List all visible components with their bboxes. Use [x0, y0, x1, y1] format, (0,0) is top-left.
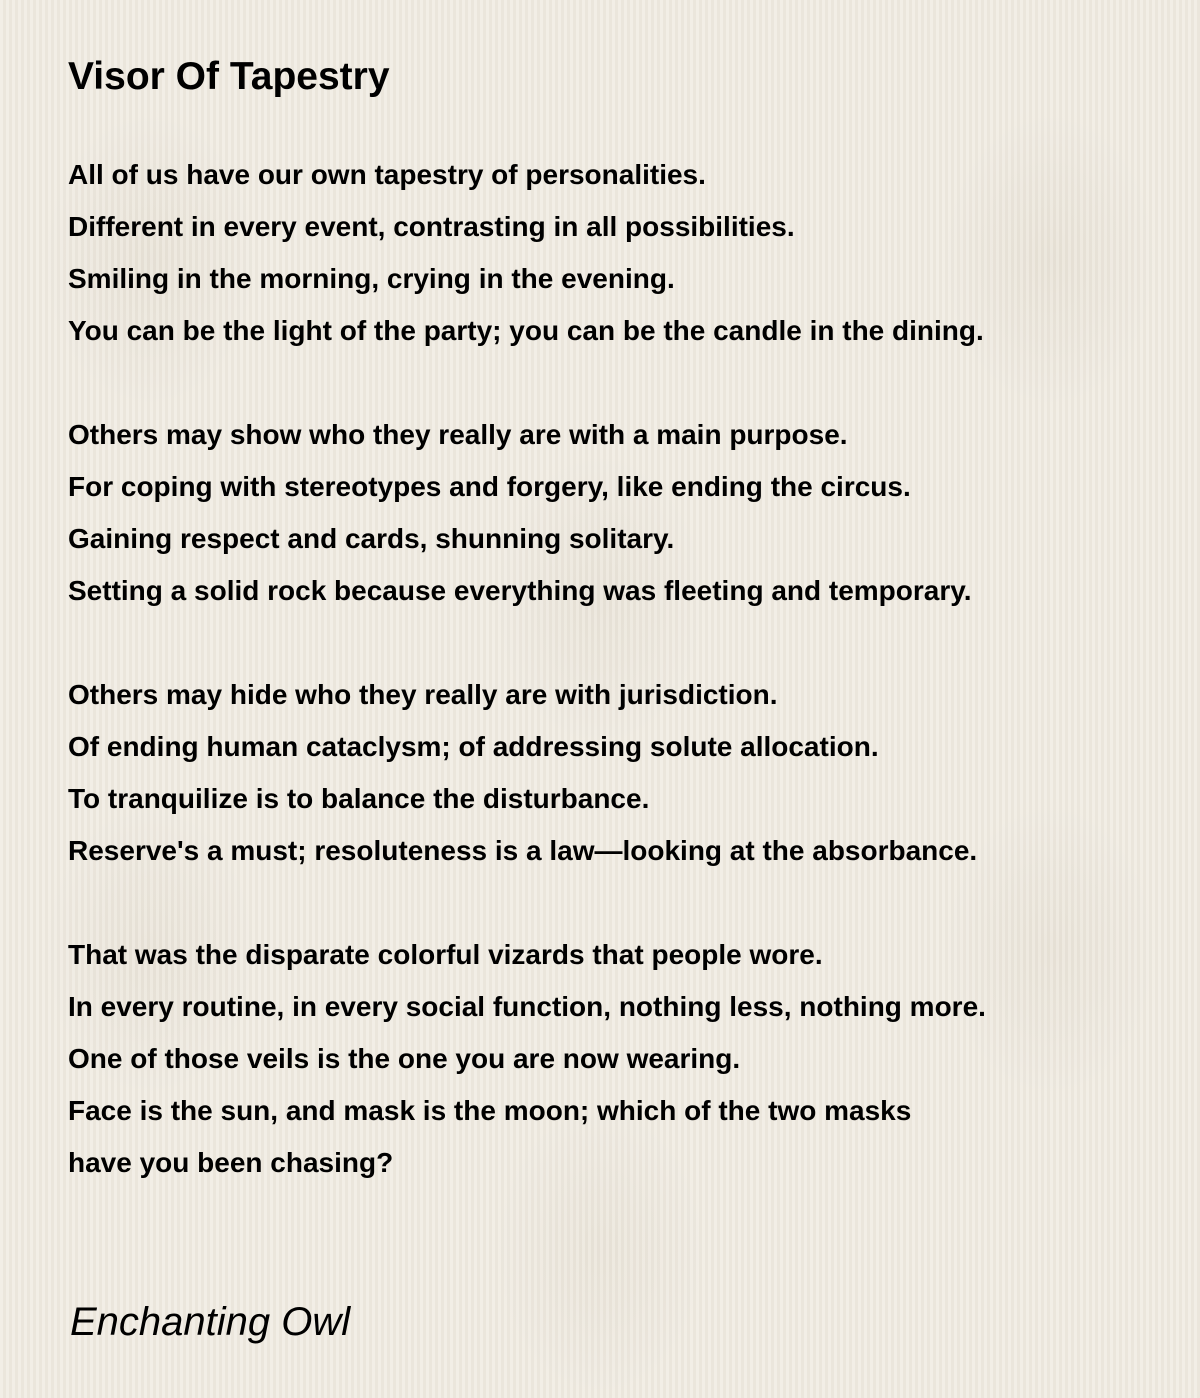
poem-line: Smiling in the morning, crying in the evening. — [68, 263, 675, 294]
poem-line: Setting a solid rock because everything was fleeting and temporary. — [68, 575, 972, 606]
stanza-3 — [68, 669, 977, 877]
poem-line: Others may show who they really are with a main purpose. — [68, 419, 848, 450]
poem-line: You can be the light of the party; you can be the candle in the dining. — [68, 315, 984, 346]
poem-line: Face is the sun, and mask is the moon; which of the two masks — [68, 1095, 912, 1126]
stanza-2 — [68, 409, 972, 617]
poem-line: In every routine, in every social function, nothing less, nothing more. — [68, 991, 986, 1022]
stanza-4 — [68, 929, 986, 1189]
poem-line: Others may hide who they really are with jurisdiction. — [68, 679, 778, 710]
poem-line: One of those veils is the one you are now wearing. — [68, 1043, 741, 1074]
poem-line: To tranquilize is to balance the disturbance. — [68, 783, 650, 814]
poem-line: For coping with stereotypes and forgery, like ending the circus. — [68, 471, 911, 502]
poem-author: Enchanting Owl — [70, 1300, 351, 1344]
poem-line: Reserve's a must; resoluteness is a law—looking at the absorbance. — [68, 835, 978, 866]
poem-line: Gaining respect and cards, shunning solitary. — [68, 523, 675, 554]
poem-line: have you been chasing? — [68, 1147, 394, 1178]
stanza-1 — [68, 149, 984, 357]
poem-line: Of ending human cataclysm; of addressing solute allocation. — [68, 731, 879, 762]
poem-title: Visor Of Tapestry — [68, 55, 390, 98]
poem-line: Different in every event, contrasting in all possibilities. — [68, 211, 795, 242]
poem-line: That was the disparate colorful vizards that people wore. — [68, 939, 823, 970]
poem-line: All of us have our own tapestry of personalities. — [68, 159, 706, 190]
